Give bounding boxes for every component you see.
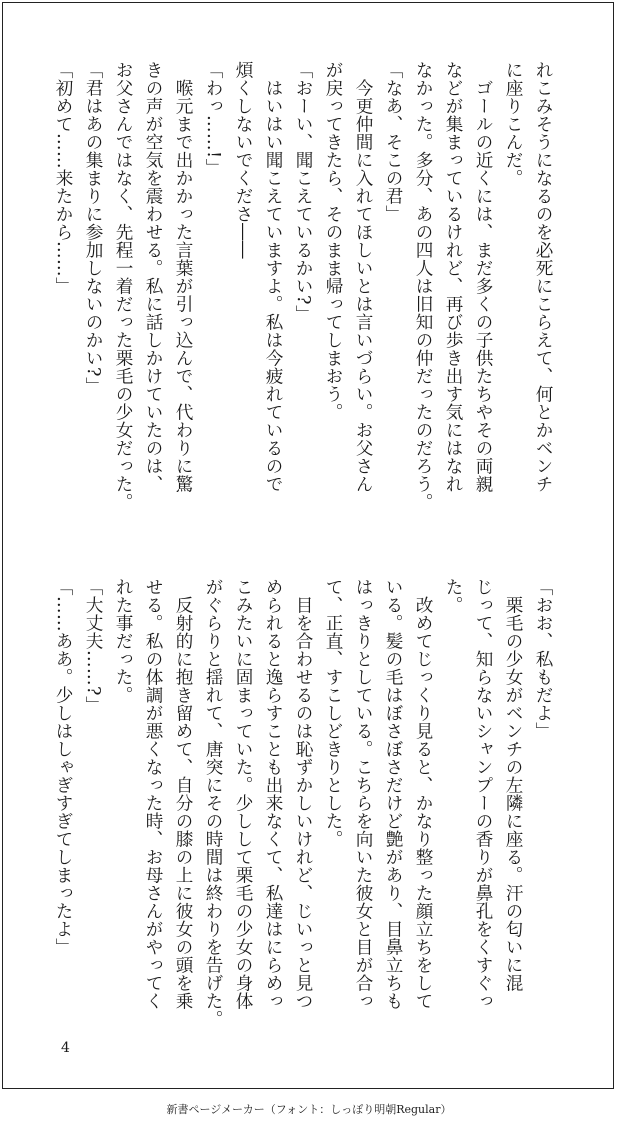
text-line: 「初めて……来たから……」 [53, 61, 73, 295]
text-line: などが集まっているけれど、再び歩き出す気にはなれ [443, 61, 463, 493]
text-line: 改めてじっくり見ると、かなり整った顔立ちをして [413, 578, 433, 1010]
text-line: 反射的に抱き留めて、自分の膝の上に彼女の頭を乗 [173, 578, 193, 1010]
upper-text-column [48, 61, 558, 536]
text-line: 「君はあの集まりに参加しないのかい?」 [83, 61, 103, 395]
text-line: はいはい聞こえていますよ。私は今疲れているので [263, 61, 283, 493]
text-line: 「……ああ。少しはしゃぎすぎてしまったよ」 [53, 578, 73, 956]
text-line: 「わっ……!」 [203, 61, 223, 177]
text-line: 栗毛の少女がベンチの左隣に座る。汗の匂いに混 [503, 578, 523, 992]
text-line: 目を合わせるのは恥ずかしいけれど、じいっと見つ [293, 578, 313, 1010]
text-line: せる。私の体調が悪くなった時、お母さんがやってく [143, 578, 163, 1010]
text-line: が戻ってきたら、そのまま帰ってしまおう。 [323, 61, 343, 421]
text-line: 「おーい、聞こえているかい?」 [293, 61, 313, 323]
text-line: なかった。多分、あの四人は旧知の仲だったのだろう。 [413, 61, 433, 511]
text-line: がぐらりと揺れて、唐突にその時間は終わりを告げた。 [203, 578, 223, 1028]
text-line: 煩くしないでくださ―― [233, 61, 253, 259]
lower-text-column [48, 578, 558, 1053]
text-line: められると逸らすことも出来なくて、私達はにらめっ [263, 578, 283, 1010]
footer-credit: 新書ページメーカー（フォント：しっぽり明朝Regular） [166, 1103, 452, 1116]
text-line: こみたいに固まっていた。少しして栗毛の少女の身体 [233, 578, 253, 1010]
text-line: 「大丈夫……?」 [83, 578, 103, 714]
page-number: 4 [61, 1040, 70, 1056]
text-line: じって、知らないシャンプーの香りが鼻孔をくすぐっ [473, 578, 493, 1010]
text-line: はっきりとしている。こちらを向いた彼女と目が合っ [353, 578, 373, 1010]
text-line: て、正直、すこしどきりとした。 [323, 578, 343, 848]
text-line: 「おお、私もだよ」 [533, 578, 553, 740]
text-line: ゴールの近くには、まだ多くの子供たちやその両親 [473, 61, 493, 493]
text-line: 喉元まで出かかった言葉が引っ込んで、代わりに驚 [173, 61, 193, 493]
text-line: れこみそうになるのを必死にこらえて、何とかベンチ [533, 61, 553, 493]
text-line: 「なあ、そこの君」 [383, 61, 403, 223]
text-line: た。 [443, 578, 463, 614]
text-line: に座りこんだ。 [503, 61, 523, 187]
text-line: れた事だった。 [113, 578, 133, 704]
text-line: 今更仲間に入れてほしいとは言いづらい。お父さん [353, 61, 373, 493]
text-line: きの声が空気を震わせる。私に話しかけていたのは、 [143, 61, 163, 493]
book-page [2, 2, 614, 1089]
text-line: お父さんではなく、先程一着だった栗毛の少女だった。 [113, 61, 133, 511]
text-line: いる。髪の毛はぼさぼさだけど艶があり、目鼻立ちも [383, 578, 403, 1010]
